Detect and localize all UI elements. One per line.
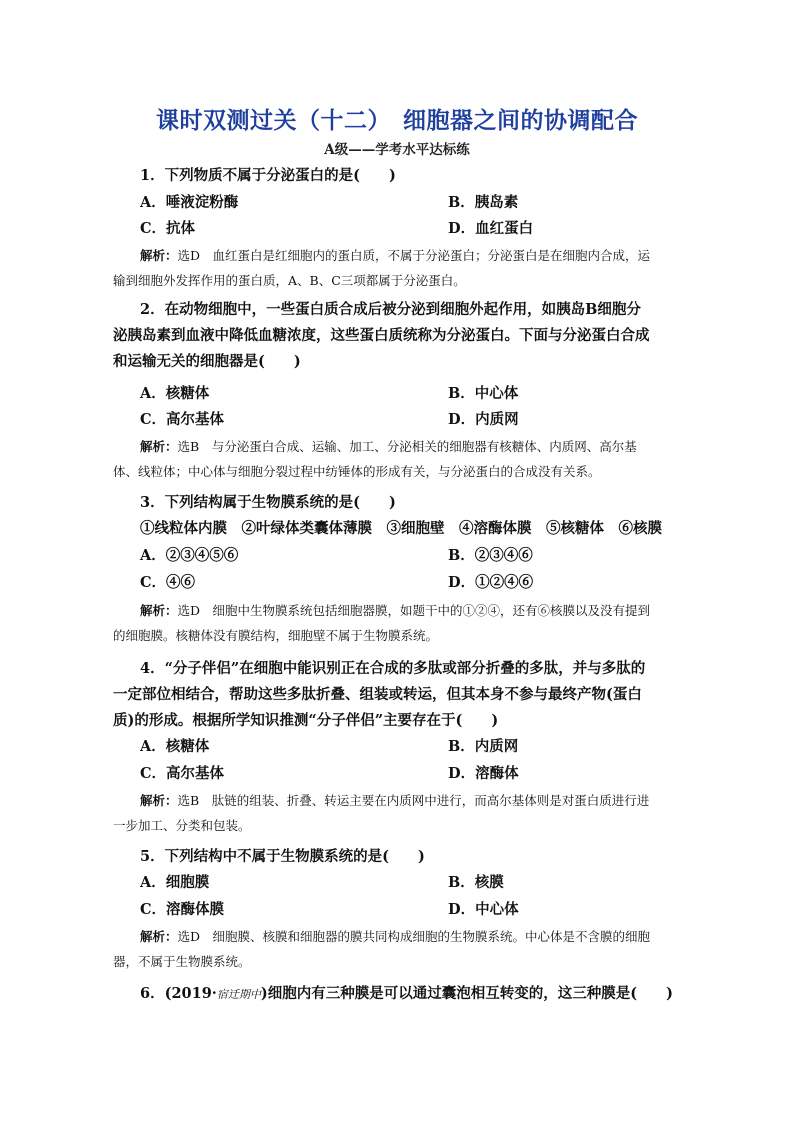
question-1-stem: 1．下列物质不属于分泌蛋白的是( ) [140,167,396,184]
question-6-suffix: )细胞内有三种膜是可以通过囊泡相互转变的，这三种膜是( ) [260,985,673,1002]
analysis-text: 选D 血红蛋白是红细胞内的蛋白质，不属于分泌蛋白；分泌蛋白是在细胞内合成，运输到细胞外发挥作用的蛋白质，A、B、C三项都属于分泌蛋白。 [113,248,651,288]
question-4-stem: 4．“分子伴侣”在细胞中能识别正在合成的多肽或部分折叠的多肽，并与多肽的一定部位相结合，帮助这些多肽折叠、组装或转运，但其本身不参与最终产物(蛋白质)的形成。根据所学知识推测“分子伴侣”主要存在于( ) [113,660,646,729]
analysis-text: 选D 细胞膜、核膜和细胞器的膜共同构成细胞的生物膜系统。中心体是不含膜的细胞器，不属于生物膜系统。 [113,929,651,969]
analysis-label: 解析： [140,439,178,454]
question-2-option-c: C．高尔基体 [140,411,225,428]
question-5-option-c: C．溶酶体膜 [140,901,225,918]
section-subtitle: A级——学考水平达标练 [324,142,470,158]
question-3-option-d: D．①②④⑥ [448,574,534,591]
question-4-option-b: B．内质网 [448,738,519,755]
analysis-text: 选D 细胞中生物膜系统包括细胞器膜，如题干中的①②④，还有⑥核膜以及没有提到的细胞膜。核糖体没有膜结构，细胞壁不属于生物膜系统。 [113,603,651,643]
question-1-option-b: B．胰岛素 [448,194,519,211]
page-title: 课时双测过关（十二） 细胞器之间的协调配合 [156,107,638,134]
question-4-option-c: C．高尔基体 [140,765,225,782]
analysis-label: 解析： [140,793,178,808]
question-1-option-c: C．抗体 [140,220,196,237]
question-6-stem [140,984,673,1005]
question-3-option-a: A．②③④⑤⑥ [140,547,239,564]
question-4-analysis [113,788,655,838]
question-1-analysis [113,243,655,293]
analysis-label: 解析： [140,248,178,263]
question-5-stem: 5．下列结构中不属于生物膜系统的是( ) [140,848,425,865]
question-5-option-d: D．中心体 [448,901,519,918]
question-6-prefix: 6．(2019· [140,985,217,1002]
question-4-option-d: D．溶酶体 [448,765,519,782]
question-3-statement: ①线粒体内膜 ②叶绿体类囊体薄膜 ③细胞壁 ④溶酶体膜 ⑤核糖体 ⑥核膜 [140,520,662,537]
question-3-stem: 3．下列结构属于生物膜系统的是( ) [140,494,396,511]
question-2-analysis [113,434,655,484]
question-5-option-b: B．核膜 [448,874,504,891]
question-2-stem: 2．在动物细胞中，一些蛋白质合成后被分泌到细胞外起作用，如胰岛B细胞分泌胰岛素到血液中降低血糖浓度，这些蛋白质统称为分泌蛋白。下面与分泌蛋白合成和运输无关的细胞器是( ) [113,301,650,370]
question-2-option-b: B．中心体 [448,385,519,402]
analysis-label: 解析： [140,929,178,944]
question-2-option-d: D．内质网 [448,411,519,428]
question-2-option-a: A．核糖体 [140,385,210,402]
question-1-option-a: A．唾液淀粉酶 [140,194,239,211]
question-3-option-c: C．④⑥ [140,574,196,591]
question-5-option-a: A．细胞膜 [140,874,210,891]
analysis-text: 选B 肽链的组装、折叠、转运主要在内质网中进行，而高尔基体则是对蛋白质进行进一步加工、分类和包装。 [113,793,650,833]
question-3-analysis [113,598,655,648]
question-6-source-tag: 宿迁期中 [216,988,261,1001]
analysis-text: 选B 与分泌蛋白合成、运输、加工、分泌相关的细胞器有核糖体、内质网、高尔基体、线粒体；中心体与细胞分裂过程中纺锤体的形成有关，与分泌蛋白的合成没有关系。 [113,439,637,479]
question-3-option-b: B．②③④⑥ [448,547,533,564]
question-5-analysis [113,924,655,974]
analysis-label: 解析： [140,603,178,618]
question-4-option-a: A．核糖体 [140,738,210,755]
question-1-option-d: D．血红蛋白 [448,220,534,237]
